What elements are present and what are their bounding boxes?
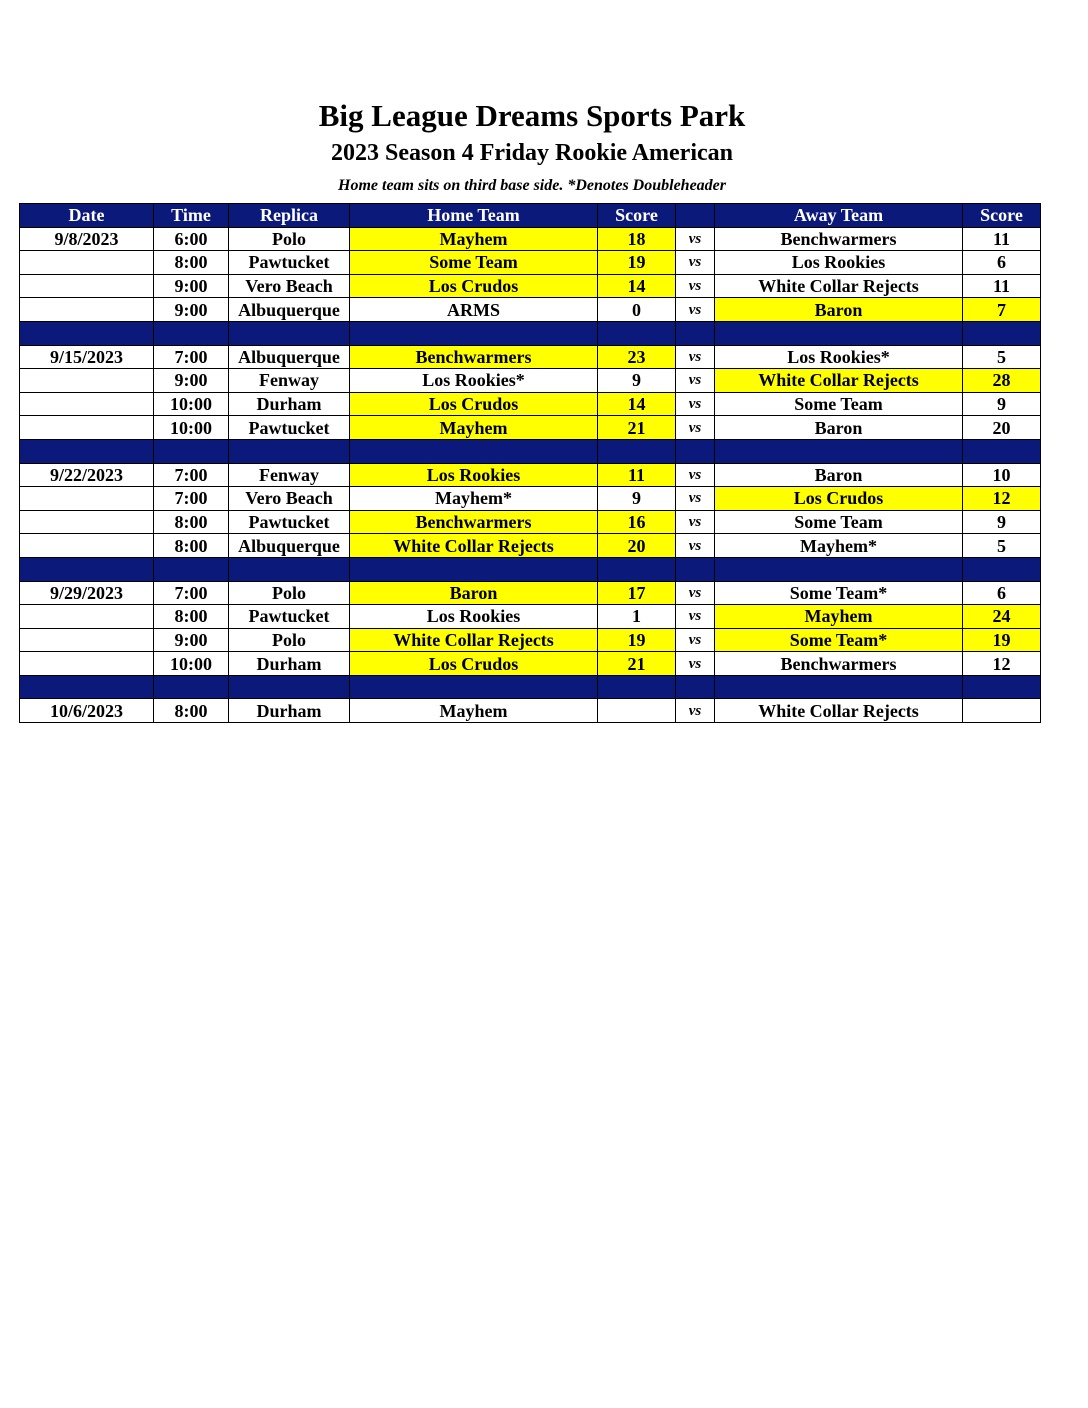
- date-cell: 9/29/2023: [20, 581, 154, 605]
- home-score-cell: 9: [598, 487, 676, 511]
- away-team-cell: Some Team*: [715, 628, 963, 652]
- home-team-cell: Mayhem: [350, 227, 598, 251]
- separator-cell: [154, 439, 229, 463]
- home-score-cell: 0: [598, 298, 676, 322]
- column-header-time: Time: [154, 204, 229, 228]
- date-cell: [20, 392, 154, 416]
- game-row: [20, 699, 1041, 723]
- game-row: [20, 652, 1041, 676]
- vs-cell: vs: [676, 369, 715, 393]
- away-team-cell: Some Team: [715, 392, 963, 416]
- date-cell: [20, 510, 154, 534]
- replica-cell: Durham: [229, 652, 350, 676]
- home-team-cell: Los Rookies: [350, 463, 598, 487]
- schedule-body: [20, 227, 1041, 722]
- separator-cell: [154, 557, 229, 581]
- away-score-cell: 6: [963, 251, 1041, 275]
- replica-cell: Fenway: [229, 369, 350, 393]
- replica-cell: Durham: [229, 392, 350, 416]
- away-score-cell: 5: [963, 534, 1041, 558]
- away-team-cell: White Collar Rejects: [715, 369, 963, 393]
- away-team-cell: Some Team*: [715, 581, 963, 605]
- away-score-cell: 11: [963, 227, 1041, 251]
- home-team-cell: Mayhem: [350, 699, 598, 723]
- home-team-cell: Baron: [350, 581, 598, 605]
- home-score-cell: 20: [598, 534, 676, 558]
- vs-cell: vs: [676, 416, 715, 440]
- game-row: [20, 487, 1041, 511]
- home-score-cell: 21: [598, 416, 676, 440]
- home-team-cell: Some Team: [350, 251, 598, 275]
- time-cell: 7:00: [154, 487, 229, 511]
- week-separator-row: [20, 675, 1041, 699]
- home-team-cell: ARMS: [350, 298, 598, 322]
- date-cell: [20, 369, 154, 393]
- game-row: [20, 392, 1041, 416]
- home-score-cell: 21: [598, 652, 676, 676]
- separator-cell: [229, 557, 350, 581]
- away-team-cell: Los Crudos: [715, 487, 963, 511]
- date-cell: [20, 652, 154, 676]
- home-score-cell: 9: [598, 369, 676, 393]
- date-cell: 9/15/2023: [20, 345, 154, 369]
- away-score-cell: 5: [963, 345, 1041, 369]
- separator-cell: [963, 321, 1041, 345]
- separator-cell: [676, 557, 715, 581]
- game-row: [20, 510, 1041, 534]
- home-score-cell: 18: [598, 227, 676, 251]
- separator-cell: [154, 675, 229, 699]
- vs-cell: vs: [676, 605, 715, 629]
- away-team-cell: White Collar Rejects: [715, 274, 963, 298]
- away-team-cell: Mayhem*: [715, 534, 963, 558]
- replica-cell: Vero Beach: [229, 274, 350, 298]
- date-cell: 10/6/2023: [20, 699, 154, 723]
- separator-cell: [676, 439, 715, 463]
- vs-cell: vs: [676, 534, 715, 558]
- separator-cell: [963, 439, 1041, 463]
- time-cell: 10:00: [154, 652, 229, 676]
- vs-cell: vs: [676, 345, 715, 369]
- vs-cell: vs: [676, 274, 715, 298]
- page-subtitle: 2023 Season 4 Friday Rookie American: [331, 140, 733, 166]
- home-team-cell: Los Crudos: [350, 392, 598, 416]
- vs-cell: vs: [676, 510, 715, 534]
- time-cell: 7:00: [154, 463, 229, 487]
- separator-cell: [20, 439, 154, 463]
- column-header-vs: [676, 204, 715, 228]
- game-row: [20, 628, 1041, 652]
- column-header-away-score: Score: [963, 204, 1041, 228]
- game-row: [20, 345, 1041, 369]
- away-score-cell: 10: [963, 463, 1041, 487]
- time-cell: 9:00: [154, 274, 229, 298]
- away-team-cell: Mayhem: [715, 605, 963, 629]
- replica-cell: Pawtucket: [229, 510, 350, 534]
- separator-cell: [963, 675, 1041, 699]
- schedule-table: [19, 203, 1041, 723]
- separator-cell: [154, 321, 229, 345]
- game-row: [20, 274, 1041, 298]
- separator-cell: [715, 675, 963, 699]
- separator-cell: [676, 321, 715, 345]
- separator-cell: [229, 321, 350, 345]
- away-team-cell: Benchwarmers: [715, 652, 963, 676]
- replica-cell: Vero Beach: [229, 487, 350, 511]
- separator-cell: [598, 321, 676, 345]
- replica-cell: Pawtucket: [229, 605, 350, 629]
- separator-cell: [350, 557, 598, 581]
- away-team-cell: Benchwarmers: [715, 227, 963, 251]
- separator-cell: [229, 675, 350, 699]
- away-score-cell: 19: [963, 628, 1041, 652]
- column-header-replica: Replica: [229, 204, 350, 228]
- away-score-cell: 9: [963, 510, 1041, 534]
- away-score-cell: 7: [963, 298, 1041, 322]
- column-header-away-team: Away Team: [715, 204, 963, 228]
- date-cell: [20, 487, 154, 511]
- page-title: Big League Dreams Sports Park: [318, 98, 746, 133]
- home-team-cell: White Collar Rejects: [350, 628, 598, 652]
- separator-cell: [20, 321, 154, 345]
- column-header-home-score: Score: [598, 204, 676, 228]
- replica-cell: Polo: [229, 581, 350, 605]
- vs-cell: vs: [676, 251, 715, 275]
- date-cell: [20, 274, 154, 298]
- home-score-cell: 17: [598, 581, 676, 605]
- separator-cell: [350, 321, 598, 345]
- game-row: [20, 581, 1041, 605]
- away-score-cell: 11: [963, 274, 1041, 298]
- away-score-cell: 28: [963, 369, 1041, 393]
- schedule-note: Home team sits on third base side. *Denotes Doubleheader: [338, 177, 726, 194]
- away-score-cell: 20: [963, 416, 1041, 440]
- separator-cell: [598, 557, 676, 581]
- away-score-cell: 6: [963, 581, 1041, 605]
- time-cell: 9:00: [154, 628, 229, 652]
- separator-cell: [963, 557, 1041, 581]
- time-cell: 8:00: [154, 605, 229, 629]
- separator-cell: [715, 557, 963, 581]
- vs-cell: vs: [676, 298, 715, 322]
- away-score-cell: 24: [963, 605, 1041, 629]
- separator-cell: [20, 557, 154, 581]
- home-score-cell: 11: [598, 463, 676, 487]
- vs-cell: vs: [676, 227, 715, 251]
- home-score-cell: 16: [598, 510, 676, 534]
- date-cell: [20, 251, 154, 275]
- date-cell: [20, 628, 154, 652]
- home-team-cell: Los Crudos: [350, 652, 598, 676]
- game-row: [20, 369, 1041, 393]
- replica-cell: Pawtucket: [229, 251, 350, 275]
- time-cell: 9:00: [154, 298, 229, 322]
- away-team-cell: Some Team: [715, 510, 963, 534]
- game-row: [20, 227, 1041, 251]
- game-row: [20, 416, 1041, 440]
- vs-cell: vs: [676, 652, 715, 676]
- away-team-cell: Baron: [715, 463, 963, 487]
- time-cell: 10:00: [154, 416, 229, 440]
- replica-cell: Albuquerque: [229, 298, 350, 322]
- replica-cell: Durham: [229, 699, 350, 723]
- time-cell: 6:00: [154, 227, 229, 251]
- time-cell: 7:00: [154, 345, 229, 369]
- game-row: [20, 463, 1041, 487]
- home-score-cell: 14: [598, 392, 676, 416]
- column-header-date: Date: [20, 204, 154, 228]
- away-team-cell: Baron: [715, 298, 963, 322]
- date-cell: [20, 534, 154, 558]
- home-team-cell: Los Rookies*: [350, 369, 598, 393]
- separator-cell: [350, 675, 598, 699]
- away-team-cell: Los Rookies*: [715, 345, 963, 369]
- away-score-cell: [963, 699, 1041, 723]
- time-cell: 8:00: [154, 510, 229, 534]
- separator-cell: [598, 675, 676, 699]
- home-team-cell: Benchwarmers: [350, 510, 598, 534]
- replica-cell: Polo: [229, 227, 350, 251]
- home-score-cell: 19: [598, 251, 676, 275]
- vs-cell: vs: [676, 392, 715, 416]
- separator-cell: [715, 321, 963, 345]
- home-team-cell: Mayhem*: [350, 487, 598, 511]
- date-cell: [20, 298, 154, 322]
- week-separator-row: [20, 321, 1041, 345]
- away-team-cell: White Collar Rejects: [715, 699, 963, 723]
- home-score-cell: [598, 699, 676, 723]
- replica-cell: Albuquerque: [229, 534, 350, 558]
- away-score-cell: 9: [963, 392, 1041, 416]
- replica-cell: Pawtucket: [229, 416, 350, 440]
- time-cell: 8:00: [154, 251, 229, 275]
- separator-cell: [715, 439, 963, 463]
- column-header-home-team: Home Team: [350, 204, 598, 228]
- home-team-cell: Los Crudos: [350, 274, 598, 298]
- separator-cell: [20, 675, 154, 699]
- away-team-cell: Baron: [715, 416, 963, 440]
- game-row: [20, 605, 1041, 629]
- game-row: [20, 251, 1041, 275]
- game-row: [20, 298, 1041, 322]
- home-team-cell: White Collar Rejects: [350, 534, 598, 558]
- replica-cell: Albuquerque: [229, 345, 350, 369]
- week-separator-row: [20, 557, 1041, 581]
- week-separator-row: [20, 439, 1041, 463]
- date-cell: 9/8/2023: [20, 227, 154, 251]
- home-team-cell: Mayhem: [350, 416, 598, 440]
- home-score-cell: 1: [598, 605, 676, 629]
- replica-cell: Fenway: [229, 463, 350, 487]
- vs-cell: vs: [676, 699, 715, 723]
- game-row: [20, 534, 1041, 558]
- date-cell: 9/22/2023: [20, 463, 154, 487]
- time-cell: 9:00: [154, 369, 229, 393]
- separator-cell: [350, 439, 598, 463]
- replica-cell: Polo: [229, 628, 350, 652]
- away-score-cell: 12: [963, 487, 1041, 511]
- date-cell: [20, 605, 154, 629]
- home-team-cell: Benchwarmers: [350, 345, 598, 369]
- away-score-cell: 12: [963, 652, 1041, 676]
- home-score-cell: 14: [598, 274, 676, 298]
- time-cell: 10:00: [154, 392, 229, 416]
- vs-cell: vs: [676, 463, 715, 487]
- vs-cell: vs: [676, 581, 715, 605]
- home-team-cell: Los Rookies: [350, 605, 598, 629]
- time-cell: 7:00: [154, 581, 229, 605]
- home-score-cell: 19: [598, 628, 676, 652]
- away-team-cell: Los Rookies: [715, 251, 963, 275]
- time-cell: 8:00: [154, 699, 229, 723]
- vs-cell: vs: [676, 628, 715, 652]
- time-cell: 8:00: [154, 534, 229, 558]
- table-header-row: [20, 204, 1041, 228]
- separator-cell: [598, 439, 676, 463]
- home-score-cell: 23: [598, 345, 676, 369]
- separator-cell: [229, 439, 350, 463]
- separator-cell: [676, 675, 715, 699]
- date-cell: [20, 416, 154, 440]
- vs-cell: vs: [676, 487, 715, 511]
